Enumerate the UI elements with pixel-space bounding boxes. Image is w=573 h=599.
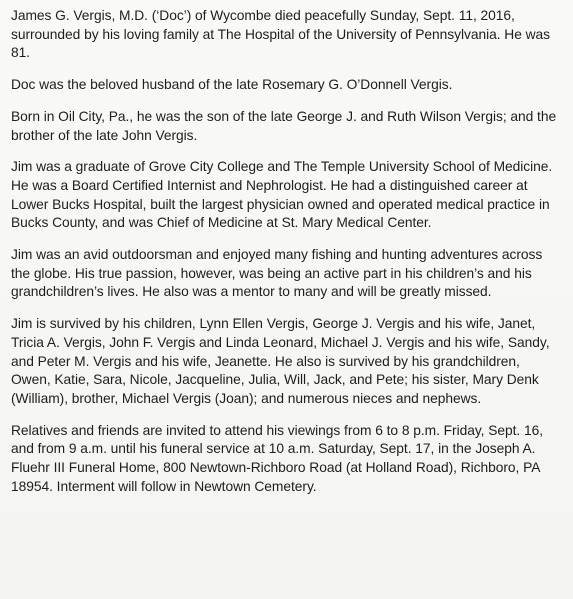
paragraph-career: Jim was a graduate of Grove City College and The Temple University School of Medicine. He was a Board Certified Internist and Nephrologist. He had a distinguished career at Lower Bucks Hospital, built the largest physician owned and operated medical practice in Bucks County, and was Chief of Medicine at St. Mary Medical Center. xyxy=(11,159,553,231)
paragraph-interests: Jim was an avid outdoorsman and enjoyed many fishing and hunting adventures across the globe. His true passion, however, was being an active part in his children’s and his grandchildren’s lives. He also was a mentor to many and will be greatly missed. xyxy=(11,247,543,300)
paragraph-spouse: Doc was the beloved husband of the late Rosemary G. O’Donnell Vergis. xyxy=(11,77,453,93)
paragraph-services: Relatives and friends are invited to attend his viewings from 6 to 8 p.m. Friday, Sept. 16, and from 9 a.m. until his funeral service at 10 a.m. Saturday, Sept. 17, in the Joseph A. Fluehr III Funeral Home, 800 Newtown-Richboro Road (at Holland Road), Richboro, PA 18954. Interment will follow in Newtown Cemetery. xyxy=(11,422,544,494)
paragraph-birth-family: Born in Oil City, Pa., he was the son of the late George J. and Ruth Wilson Vergis; and the brother of the late John Vergis. xyxy=(11,108,557,143)
paragraph-death-notice: James G. Vergis, M.D. (‘Doc’) of Wycombe died peacefully Sunday, Sept. 11, 2016, surrounded by his loving family at The Hospital of the University of Pennsylvania. He was 81. xyxy=(11,8,551,61)
paragraph-survivors: Jim is survived by his children, Lynn Ellen Vergis, George J. Vergis and his wife, Janet, Tricia A. Vergis, John F. Vergis and Linda Leonard, Michael J. Vergis and his wife, Sandy, and Peter M. Vergis and his wife, Jeanette. He also is survived by his grandchildren, Owen, Katie, Sara, Nicole, Jacqueline, Julia, Will, Jack, and Pete; his sister, Mary Denk (William), brother, Michael Vergis (Joan); and numerous nieces and nephews. xyxy=(11,316,550,406)
